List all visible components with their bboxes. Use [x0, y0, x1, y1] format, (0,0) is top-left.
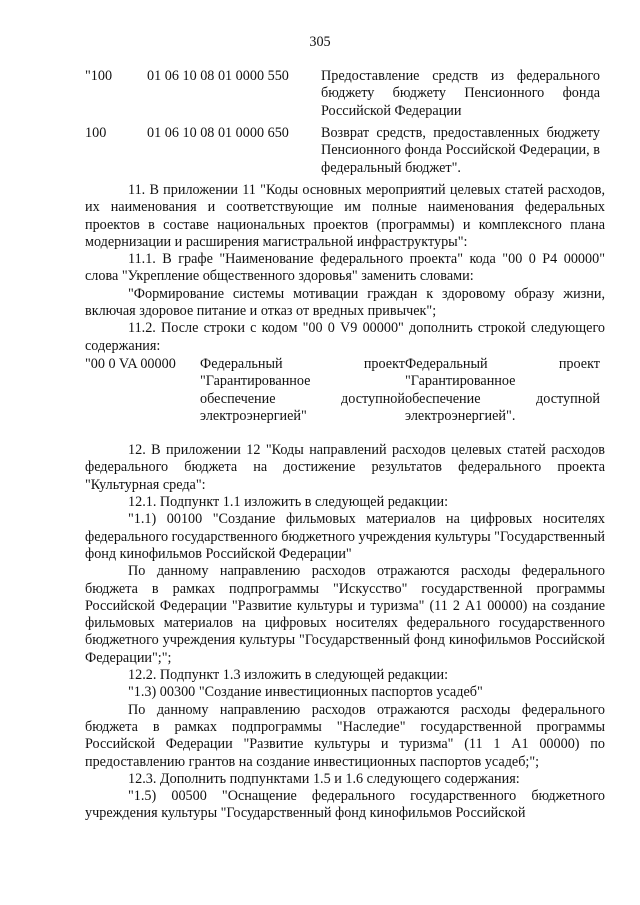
- code-table-row: [85, 68, 600, 120]
- paragraph-11: 11. В приложении 11 "Коды основных мероприятий целевых статей расходов, их наименования и соответствующие им полные наименования федеральных проектов в составе национальных проектов (программы) и комплексного плана модернизации и расширения магистральной инфраструктуры":: [85, 182, 605, 250]
- va-code: "00 0 VA 00000: [85, 355, 176, 372]
- paragraph-12: 12. В приложении 12 "Коды направлений расходов целевых статей расходов федерального бюджета на достижение результатов федерального проекта "Культурная среда":: [85, 442, 605, 493]
- page-number: 305: [309, 34, 331, 50]
- paragraph-12-3-quote: "1.5) 00500 "Оснащение федерального государственного бюджетного учреждения культуры "Государственный фонд кинофильмов Российской: [85, 788, 605, 822]
- paragraph-11-2: 11.2. После строки с кодом "00 0 V9 00000" дополнить строкой следующего содержания:: [85, 320, 605, 354]
- document-body: [85, 182, 605, 823]
- va-code-row: [85, 356, 605, 425]
- va-project-name: Федеральный проект "Гарантированное обеспечение доступной электроэнергией": [200, 355, 405, 424]
- code-description: Предоставление средств из федерального бюджету бюджету Пенсионного фонда Российской Федерации: [321, 68, 600, 119]
- code-type: "100: [85, 68, 113, 84]
- paragraph-12-1-quote: "1.1) 00100 "Создание фильмовых материалов на цифровых носителях федерального государственного бюджетного учреждения культуры "Государственный фонд кинофильмов Российской Федерации": [85, 511, 605, 562]
- code-description: Возврат средств, предоставленных бюджету Пенсионного фонда Российской Федерации, в федеральный бюджет".: [321, 125, 600, 176]
- paragraph-12-2-quote: "1.3) 00300 "Создание инвестиционных паспортов усадеб": [128, 684, 483, 701]
- budget-code: 01 06 10 08 01 0000 550: [147, 68, 289, 84]
- code-type: 100: [85, 125, 107, 141]
- paragraph-11-1-quote: "Формирование системы мотивации граждан к здоровому образу жизни, включая здоровое питание и отказ от вредных привычек";: [85, 285, 605, 320]
- paragraph-12-3: 12.3. Дополнить подпунктами 1.5 и 1.6 следующего содержания:: [128, 770, 520, 787]
- paragraph-12-2: 12.2. Подпункт 1.3 изложить в следующей редакции:: [128, 667, 449, 684]
- code-table-row: [85, 125, 600, 177]
- va-project-full-name: Федеральный проект "Гарантированное обеспечение доступной электроэнергией".: [405, 355, 600, 424]
- paragraph-12-2-description: По данному направлению расходов отражаются расходы федерального бюджета в рамках подпрограммы "Наследие" государственной программы Российской Федерации "Развитие культуры и туризма" (11 1 A1 00000) по предоставлению грантов на создание инвестиционных паспортов усадеб;";: [85, 701, 605, 770]
- paragraph-12-1-description: По данному направлению расходов отражаются расходы федерального бюджета в рамках подпрограммы "Искусство" государственной программы Российской Федерации "Развитие культуры и туризма" (11 2 A1 00000) на создание фильмовых материалов на цифровых носителях федерального государственного бюджетного учреждения культуры "Государственный фонд кинофильмов Российской Федерации";";: [85, 563, 605, 666]
- paragraph-12-1: 12.1. Подпункт 1.1 изложить в следующей редакции:: [128, 494, 449, 511]
- paragraph-11-1: 11.1. В графе "Наименование федерального проекта" кода "00 0 P4 00000" слова "Укрепление общественного здоровья" заменить словами:: [85, 251, 605, 285]
- budget-code: 01 06 10 08 01 0000 650: [147, 125, 289, 141]
